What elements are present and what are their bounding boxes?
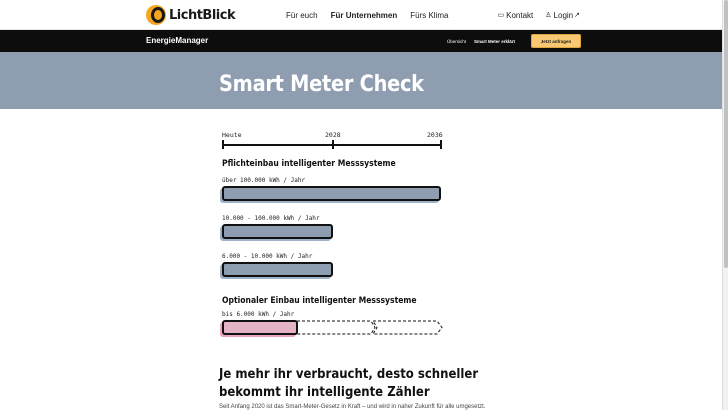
request-now-button[interactable]: Jetzt anfragen <box>531 34 581 48</box>
subnav-links <box>447 30 523 52</box>
page-title: Smart Meter Check <box>219 72 424 97</box>
nav-link-fuers-klima[interactable]: Fürs Klima <box>410 10 449 20</box>
bar-label-over-100000: über 100.000 kWh / Jahr <box>222 177 306 184</box>
bar-10000-100000 <box>222 224 333 239</box>
external-link-icon: ↗ <box>574 12 580 19</box>
subnav-link-smart-meter[interactable]: Smart Meter erklärt <box>474 38 516 44</box>
chat-icon: ▭ <box>497 12 505 19</box>
nav-link-fuer-euch[interactable]: Für euch <box>286 10 318 20</box>
mandatory-section-title: Pflichteinbau intelligenter Messsysteme <box>222 159 396 169</box>
bar-label-6000-10000: 6.000 - 10.000 kWh / Jahr <box>222 253 313 260</box>
bar-6000-10000 <box>222 262 333 277</box>
timeline-tick-2036 <box>440 140 442 149</box>
page-scrollbar[interactable] <box>722 0 728 410</box>
lichtblick-sun-icon <box>146 5 166 25</box>
user-icon: ♙ <box>545 12 552 19</box>
logo[interactable] <box>146 5 235 25</box>
timeline-tick-2028 <box>332 140 334 149</box>
logo-text: LichtBlick <box>169 7 236 23</box>
subnav-brand[interactable]: EnergieManager <box>146 36 209 45</box>
section-intro-text: Seit Anfang 2020 ist das Smart-Meter-Gesetz in Kraft – und wird in naher Zukunft für alle umgesetzt. <box>219 404 486 410</box>
scrollbar-thumb[interactable] <box>724 0 728 268</box>
bar-up-to-6000 <box>222 320 298 335</box>
nav-utilities <box>486 0 583 30</box>
sub-navigation <box>0 30 722 52</box>
timeline-label-today: Heute <box>222 131 242 139</box>
bar-label-up-to-6000: bis 6.000 kWh / Jahr <box>222 311 295 318</box>
contact-label: Kontakt <box>506 10 534 20</box>
top-navigation <box>0 0 722 30</box>
section-heading: Je mehr ihr verbraucht, desto schneller bekommt ihr intelligente Zähler <box>219 367 479 400</box>
subnav-link-uebersicht[interactable]: Übersicht <box>447 38 467 44</box>
login-link[interactable] <box>545 11 582 20</box>
main-nav <box>286 0 461 30</box>
timeline-label-2036: 2036 <box>427 131 443 139</box>
login-label: Login <box>553 10 574 20</box>
contact-link[interactable] <box>498 11 534 20</box>
nav-link-fuer-unternehmen[interactable]: Für Unternehmen <box>330 10 398 20</box>
bar-over-100000 <box>222 186 441 201</box>
timeline-label-2028: 2028 <box>325 131 341 139</box>
bar-label-10000-100000: 10.000 - 100.000 kWh / Jahr <box>222 215 320 222</box>
optional-section-title: Optionaler Einbau intelligenter Messsysteme <box>222 296 417 306</box>
timeline-tick-today <box>222 140 224 149</box>
optional-dashed-arrow <box>296 320 444 335</box>
hero-banner <box>0 52 722 109</box>
